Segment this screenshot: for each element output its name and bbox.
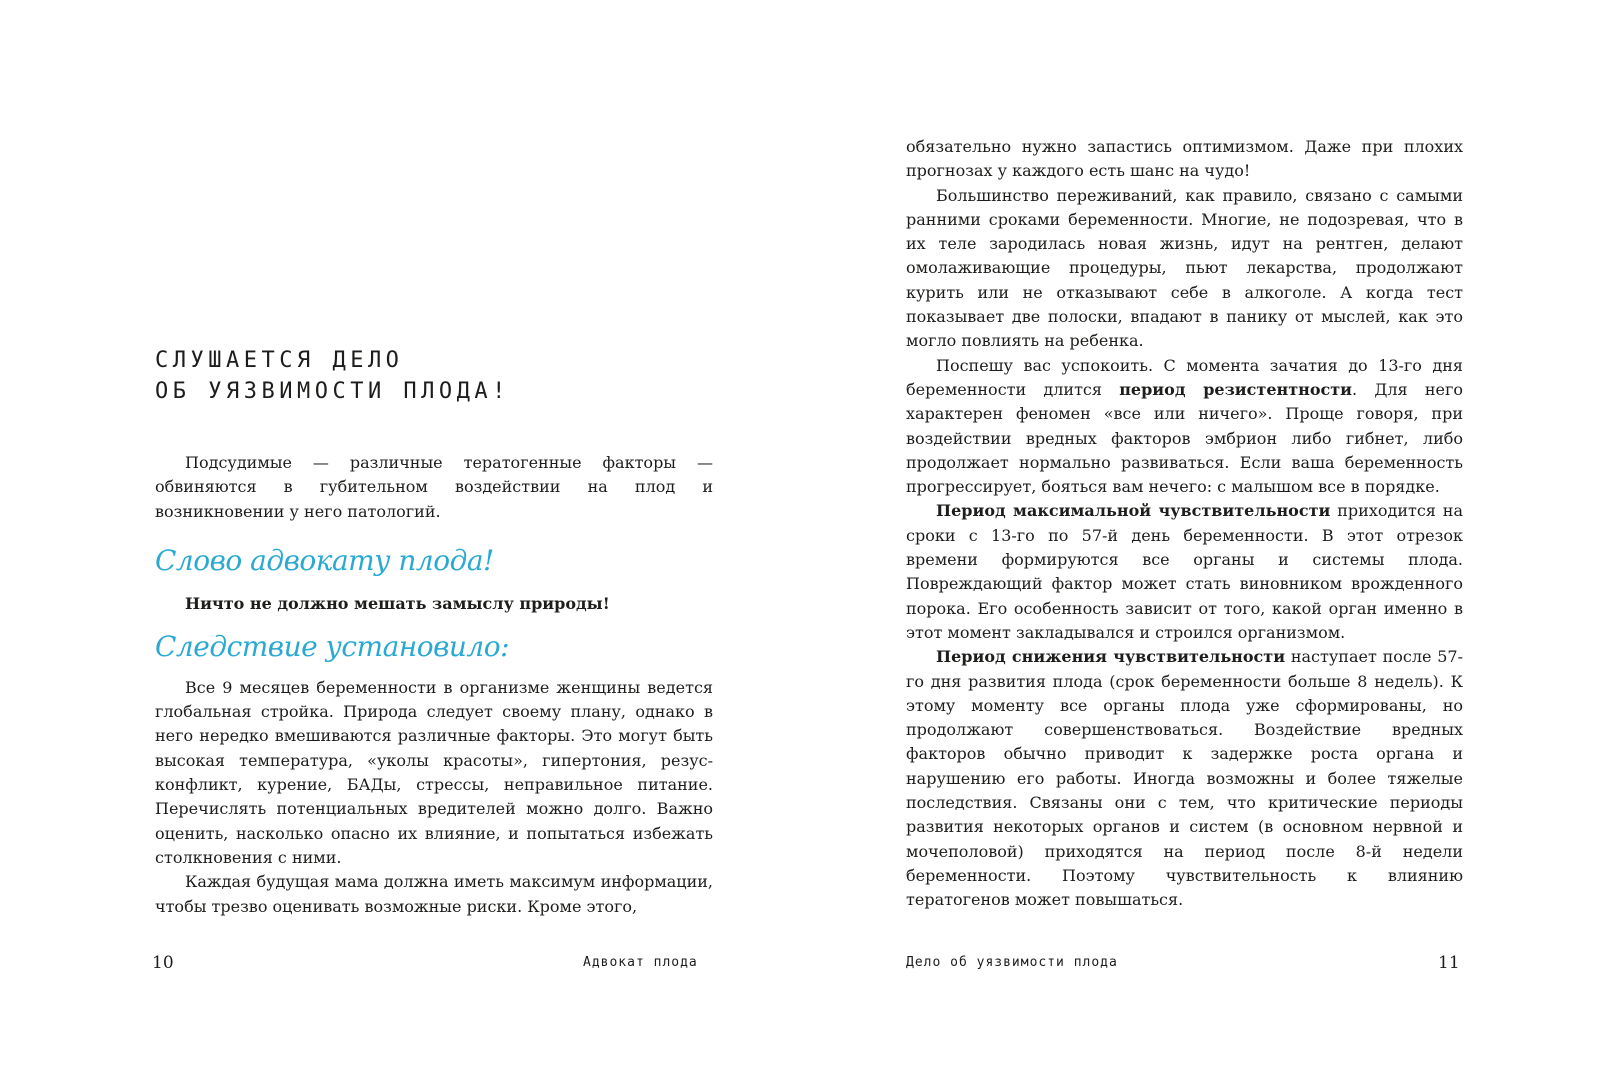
body-paragraph-3: Большинство переживаний, как правило, связано с самыми ранними сроками беременности. Многие, не подозревая, что в их теле зародилась новая жизнь, идут на рентген, делают омолаживающие процедуры, пьют лекарства, продолжают курить или не отказывают себе в алкоголе. А когда тест показывает две полоски, впадают в панику от мыслей, как это могло повлиять на ребенка. <box>906 185 1463 351</box>
intro-paragraph: Подсудимые — различные тератогенные факторы — обвиняются в губительном воздействии на плод и возникновении у него патологий. <box>155 453 713 521</box>
p4-text-after: наступает после 57-го дня развития плода (срок беременности больше 8 недель). К этому моменту все органы плода уже сформированы, но продолжают совершенствоваться. Воздействие вредных факторов обычно приводит к задержке роста органа и нарушению его работы. Иногда возможны и более тяжелые последствия. Связаны они с тем, что критические периоды развития некоторых органов и систем (в основном нервной и мочеполовой) приходятся на период после 8-й недели беременности. Поэтому чувствительность к влиянию тератогенов может повышаться. <box>906 647 1463 910</box>
running-footer-right: Дело об уязвимости плода <box>906 955 1118 970</box>
right-text-column <box>906 135 1463 913</box>
page-number-right: 11 <box>1438 953 1460 973</box>
chapter-title <box>155 345 713 407</box>
running-footer-left: Адвокат плода <box>583 955 698 970</box>
p3-text-after: приходится на сроки с 13-го по 57-й день беременности. В этот отрезок времени формируются все органы и системы плода. Повреждающий фактор может стать виновником врожденного порока. Его особенность зависит от того, какой орган именно в этот момент закладывался и строился организмом. <box>906 501 1463 642</box>
heading-advocate: Слово адвокату плода! <box>155 543 494 577</box>
body-paragraph-2: Каждая будущая мама должна иметь максимум информации, чтобы трезво оценивать возможные риски. Кроме этого, <box>155 872 713 916</box>
p2-text-before: Поспешу вас успокоить. С момента зачатия до 13-го дня беременности длится <box>906 355 1463 399</box>
advocate-statement: Ничто не должно мешать замыслу природы! <box>185 593 610 613</box>
heading-investigation: Следствие установило: <box>155 629 510 663</box>
body-paragraph-5 <box>906 499 1463 645</box>
term-reduced-sensitivity-period: Период снижения чувствительности <box>936 647 1286 667</box>
continuation-paragraph: обязательно нужно запастись оптимизмом. Даже при плохих прогнозах у каждого есть шанс на чудо! <box>906 137 1463 181</box>
term-resistance-period: период резистентности <box>1119 379 1353 399</box>
page-number-left: 10 <box>152 953 174 973</box>
left-page <box>0 0 800 1080</box>
chapter-title-line-1: СЛУШАЕТСЯ ДЕЛО <box>155 348 404 373</box>
body-paragraph-1: Все 9 месяцев беременности в организме женщины ведется глобальная стройка. Природа следует своему плану, однако в него нередко вмешиваются различные факторы. Это могут быть высокая температура, «уколы красоты», гипертония, резус-конфликт, курение, БАДы, стрессы, неправильное питание. Перечислять потенциальных вредителей можно долго. Важно оценить, насколько опасно их влияние, и попытаться избежать столкновения с ними. <box>155 677 713 867</box>
right-page <box>808 0 1615 1080</box>
chapter-title-line-2: ОБ УЯЗВИМОСТИ ПЛОДА! <box>155 379 510 404</box>
body-paragraph-4 <box>906 354 1463 500</box>
term-max-sensitivity-period: Период максимальной чувствительности <box>936 501 1331 521</box>
left-text-column <box>155 345 713 919</box>
body-paragraph-6 <box>906 645 1463 912</box>
p2-text-after: . Для него характерен феномен «все или ничего». Проще говоря, при воздействии вредных факторов эмбрион либо гибнет, либо продолжает нормально развиваться. Если ваша беременность прогрессирует, бояться вам нечего: с малышом все в порядке. <box>906 379 1463 497</box>
